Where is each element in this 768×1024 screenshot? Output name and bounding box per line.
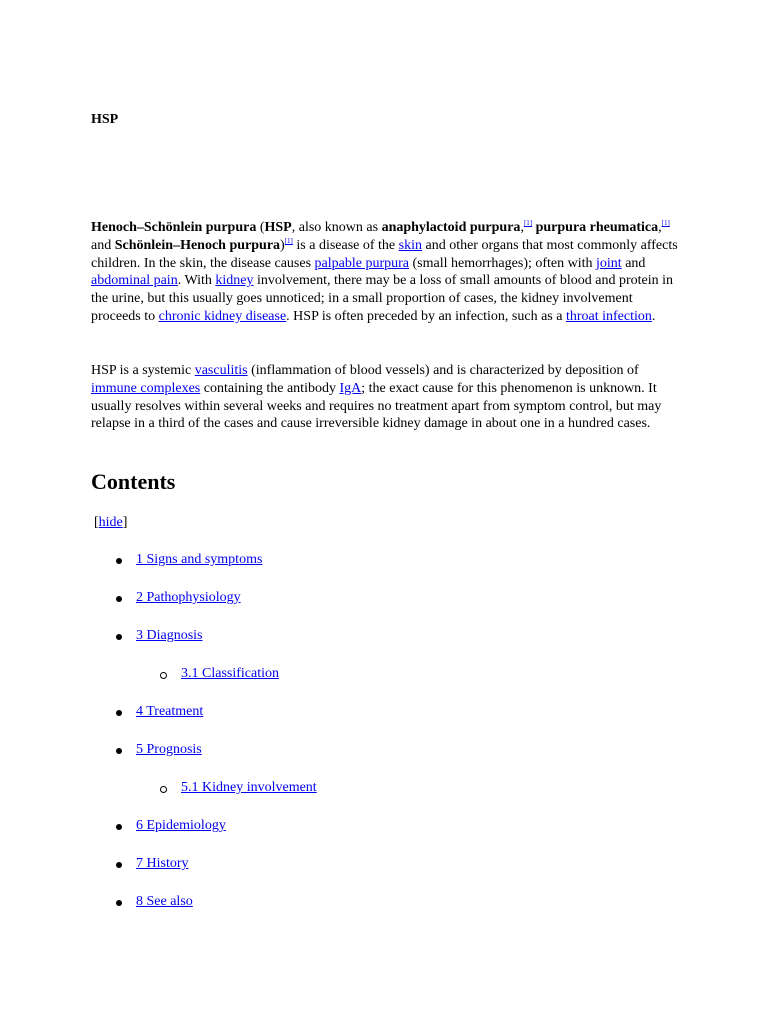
text-run: (inflammation of blood vessels) and is characterized by deposition of xyxy=(247,363,639,378)
toc-bullet-marker xyxy=(116,710,122,716)
toc-subitem-circle-marker xyxy=(160,672,167,679)
text-run: . xyxy=(651,308,656,324)
inline-link[interactable]: immune complexes xyxy=(91,380,201,396)
inline-link[interactable]: abdominal pain xyxy=(91,273,178,289)
citation-ref[interactable] xyxy=(285,237,293,245)
citation-link[interactable]: [1] xyxy=(284,236,293,245)
toc-item-link[interactable]: 5 Prognosis xyxy=(136,742,202,757)
inline-link[interactable]: throat infection xyxy=(565,308,652,324)
toc-item-link[interactable]: 3.1 Classification xyxy=(181,666,279,681)
text-run: and other organs that most commonly affects children. In the skin, the disease causes xyxy=(91,237,678,271)
citation-link[interactable]: [1] xyxy=(661,219,670,227)
toc-bullet-marker xyxy=(116,824,122,830)
citation-ref[interactable] xyxy=(524,219,532,227)
toc-toggle-open-bracket: [ xyxy=(94,515,99,530)
intro-paragraph-2 xyxy=(91,362,681,433)
text-run: ) xyxy=(280,237,285,253)
toc-bullet-marker xyxy=(116,748,122,754)
text-run: (small hemorrhages); often with xyxy=(409,255,597,271)
inline-link[interactable]: kidney xyxy=(215,273,254,289)
toc-toggle xyxy=(94,515,127,531)
toc-bullet-marker xyxy=(116,900,122,906)
text-run: HSP is a systemic xyxy=(91,363,195,378)
text-run: and xyxy=(621,255,646,271)
bold-term: anaphylactoid purpura xyxy=(381,220,521,235)
inline-link[interactable]: joint xyxy=(596,255,622,271)
bold-term: Schönlein–Henoch purpura xyxy=(114,237,281,253)
inline-link[interactable]: chronic kidney disease xyxy=(158,308,287,324)
toc-item-link[interactable]: 1 Signs and symptoms xyxy=(136,552,263,567)
toc-item-link[interactable]: 7 History xyxy=(136,856,189,871)
text-run: is a disease of the xyxy=(292,237,399,253)
toc-bullet-marker xyxy=(116,596,122,602)
text-run: ; the exact cause for this phenomenon is unknown. It usually resolves within several weeks and requires no treatment apart from symptom control, but may relapse in a third of the cases and cause irreversible kidney damage in about one in a hundred cases. xyxy=(91,380,662,432)
toc-item-link[interactable]: 3 Diagnosis xyxy=(136,628,203,643)
document-title: HSP xyxy=(91,112,119,127)
toc-item-link[interactable]: 8 See also xyxy=(136,894,193,909)
text-run: ( xyxy=(256,220,265,235)
citation-link[interactable]: [1] xyxy=(523,219,533,227)
text-run: , xyxy=(658,220,662,235)
toc-item-link[interactable]: 6 Epidemiology xyxy=(136,818,226,833)
text-run: . HSP is often preceded by an infection, such as a xyxy=(286,308,566,324)
text-run: involvement, there may be a loss of small amounts of blood and protein in the urine, but this usually goes unnoticed; in a small proportion of cases, the kidney involvement proceeds to xyxy=(91,273,674,324)
toc-heading: Contents xyxy=(91,469,176,494)
toc-item-link[interactable]: 5.1 Kidney involvement xyxy=(181,780,317,795)
toc-hide-link[interactable]: hide xyxy=(98,515,123,530)
inline-link[interactable]: skin xyxy=(398,237,422,253)
toc-bullet-marker xyxy=(116,558,122,564)
citation-ref[interactable] xyxy=(662,219,670,227)
toc-bullet-marker xyxy=(116,862,122,868)
text-run: . With xyxy=(177,273,216,289)
toc-bullet-marker xyxy=(116,634,122,640)
toc-toggle-close-bracket: ] xyxy=(122,515,128,530)
inline-link[interactable]: palpable purpura xyxy=(314,255,410,271)
toc-item-link[interactable]: 4 Treatment xyxy=(136,704,204,719)
inline-link[interactable]: IgA xyxy=(339,380,362,396)
text-run: , xyxy=(520,220,524,235)
text-run: containing the antibody xyxy=(200,380,340,396)
toc-subitem-circle-marker xyxy=(160,786,167,793)
bold-term: purpura rheumatica xyxy=(535,220,659,235)
inline-link[interactable]: vasculitis xyxy=(194,363,248,378)
text-run: and xyxy=(91,237,115,253)
toc-item-link[interactable]: 2 Pathophysiology xyxy=(136,590,241,605)
intro-paragraph-1 xyxy=(91,219,681,326)
bold-term: Henoch–Schönlein purpura xyxy=(91,220,257,235)
bold-term: HSP xyxy=(264,220,292,235)
text-run: , also known as xyxy=(291,220,382,235)
